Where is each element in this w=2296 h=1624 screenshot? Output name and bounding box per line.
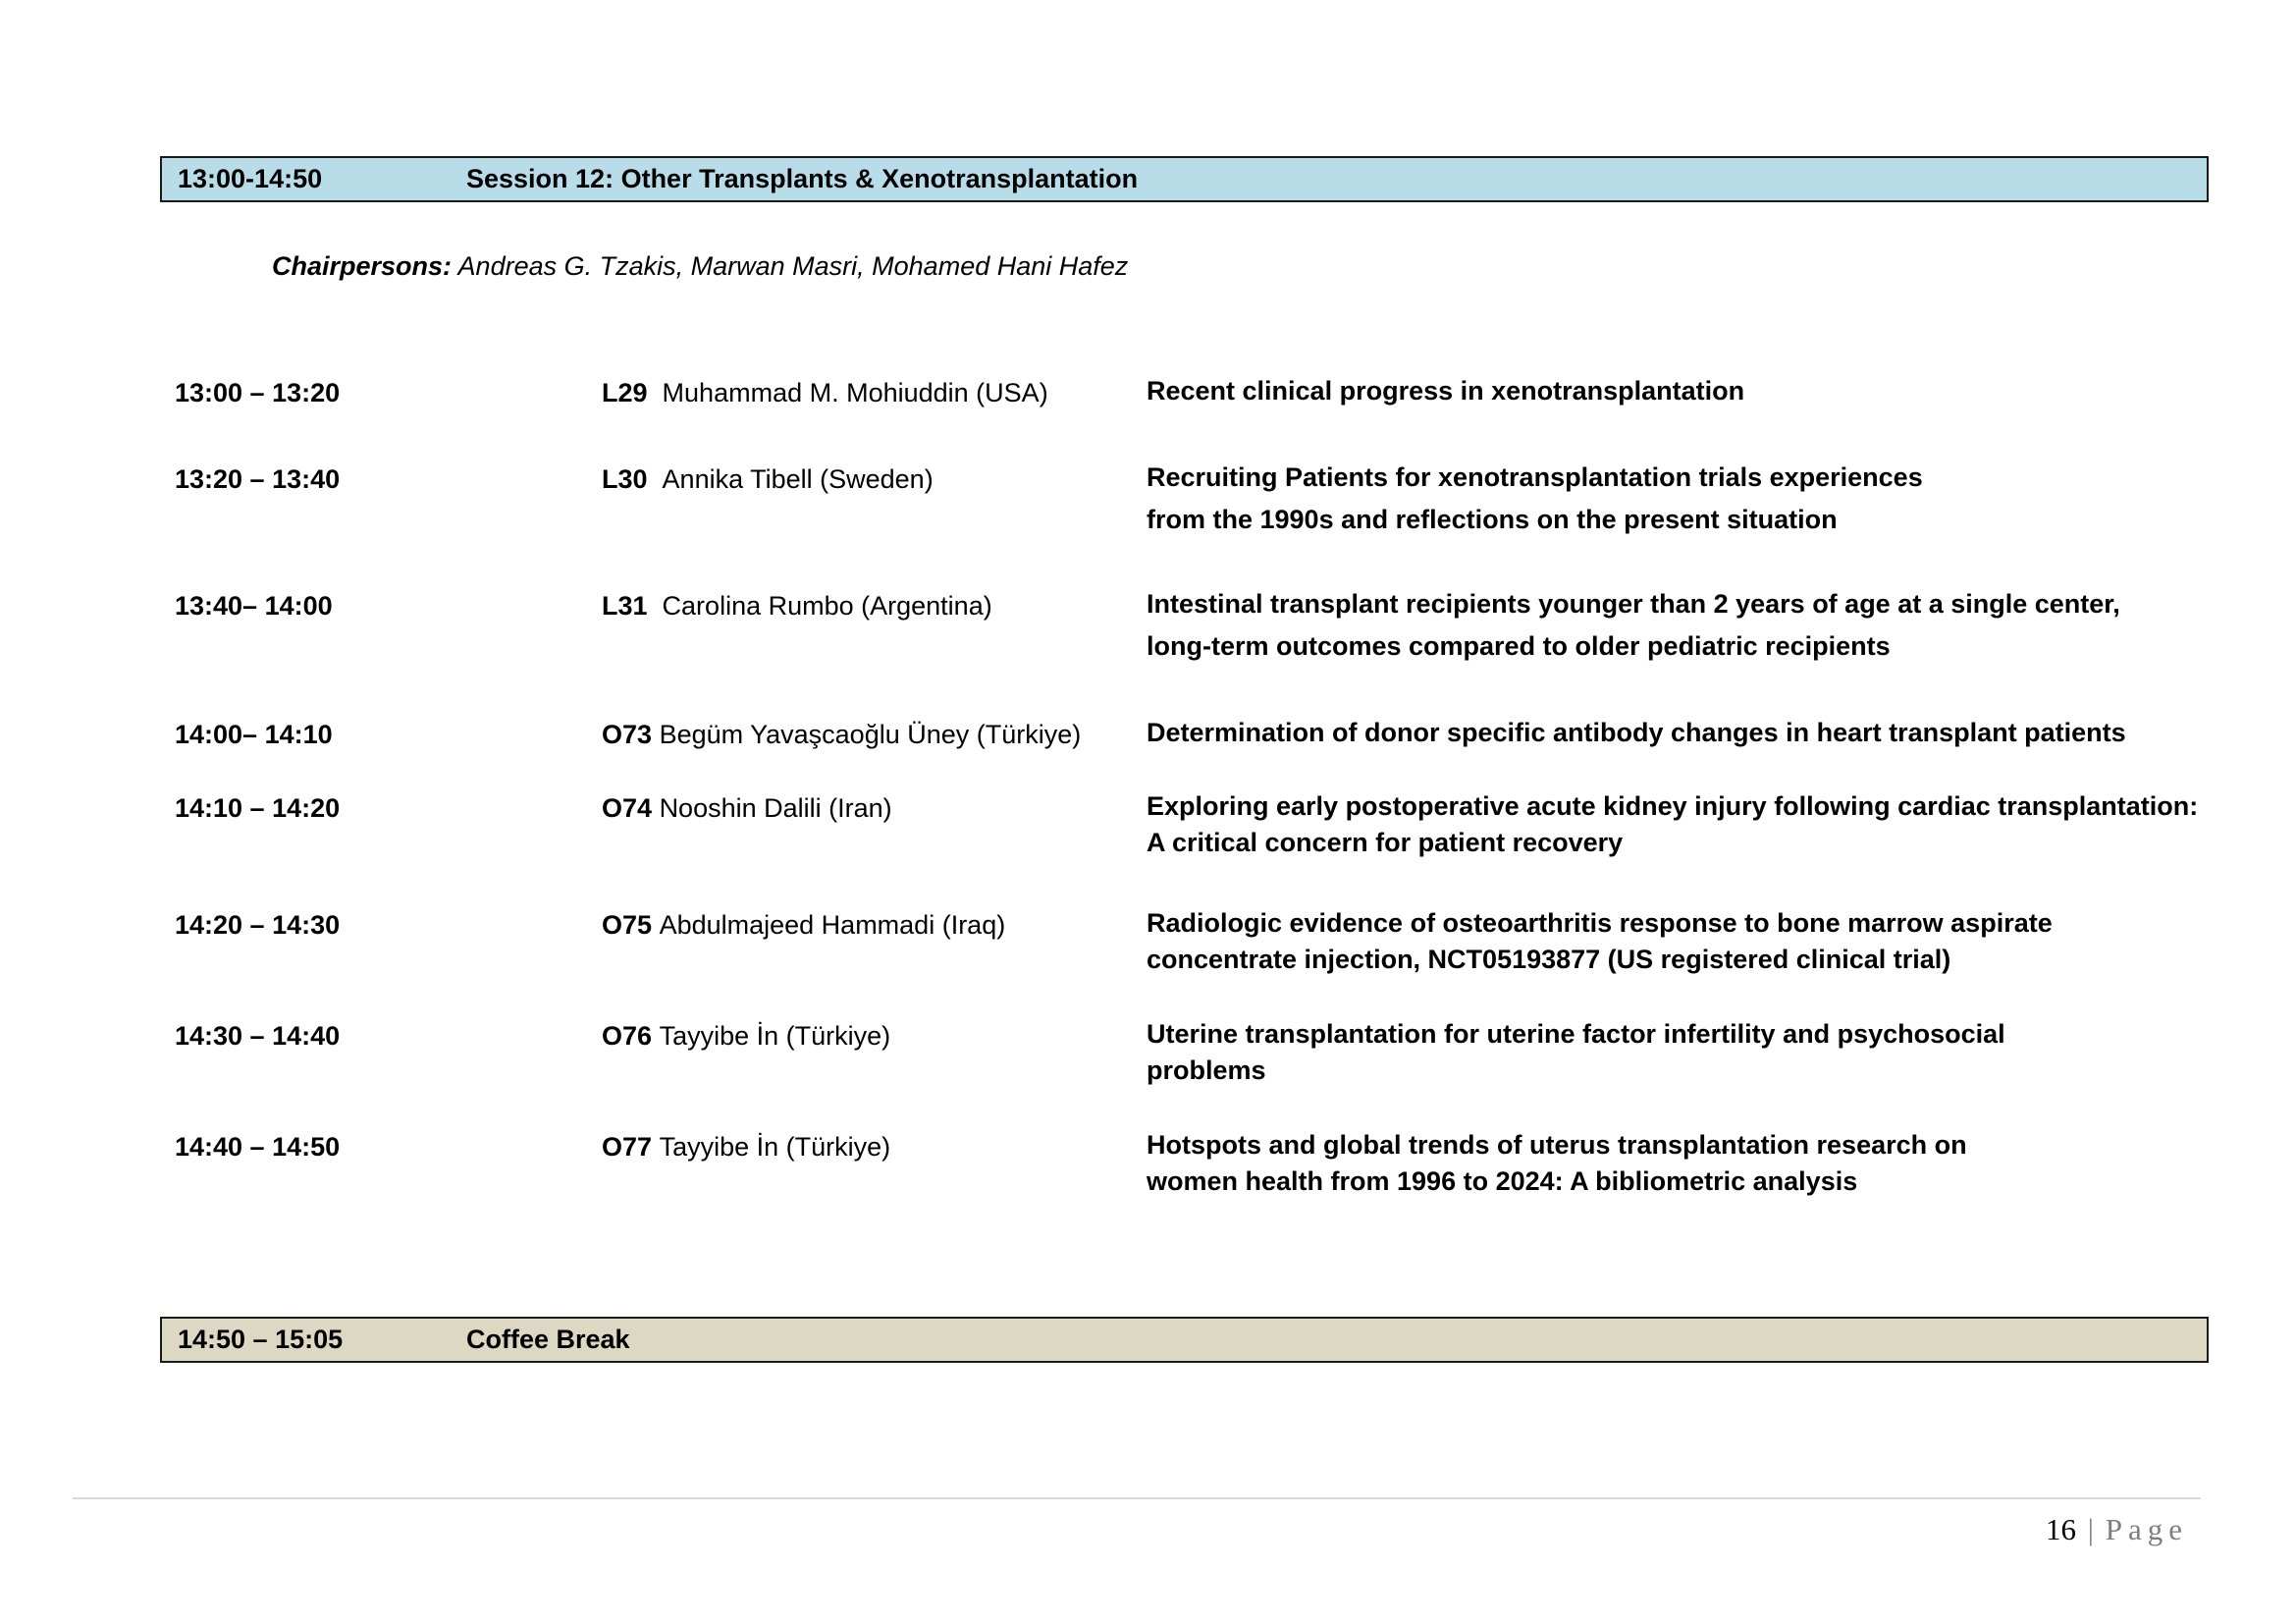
talk-time: 14:40 – 14:50: [175, 1132, 341, 1162]
talk-time: 13:20 – 13:40: [175, 464, 341, 494]
talk-title: [1147, 1132, 1967, 1195]
talk-code: O75: [602, 910, 653, 940]
talk-time: 14:00– 14:10: [175, 720, 333, 749]
talk-title: [1147, 591, 2120, 660]
break-time: 14:50 – 15:05: [178, 1325, 344, 1354]
page-label: Page: [2105, 1512, 2188, 1546]
chairpersons-label: Chairpersons:: [272, 251, 453, 281]
talk-title-line: women health from 1996 to 2024: A bibliometric analysis: [1147, 1166, 1858, 1196]
chairpersons: [272, 251, 1128, 282]
session-header: [160, 156, 2209, 202]
talk-speaker: [602, 1021, 890, 1052]
coffee-break-band: [160, 1317, 2209, 1363]
talk-title-line: Radiologic evidence of osteoarthritis response to bone marrow aspirate: [1147, 908, 2053, 938]
footer-divider: [73, 1497, 2201, 1499]
talk-title-line: Determination of donor specific antibody changes in heart transplant patients: [1147, 718, 2126, 747]
talk-speaker: [602, 591, 992, 622]
speaker-name: Tayyibe İn (Türkiye): [659, 1021, 891, 1051]
speaker-name: Begüm Yavaşcaoğlu Üney (Türkiye): [659, 720, 1082, 749]
speaker-name: Muhammad M. Mohiuddin (USA): [662, 378, 1048, 407]
talk-time: 13:00 – 13:20: [175, 378, 341, 407]
chairpersons-names: Andreas G. Tzakis, Marwan Masri, Mohamed Hani Hafez: [452, 251, 1129, 281]
talk-code: O77: [602, 1132, 653, 1162]
talk-time: 13:40– 14:00: [175, 591, 333, 621]
talk-speaker: [602, 378, 1048, 408]
talk-title-line: problems: [1147, 1056, 1266, 1085]
talk-speaker: [602, 1132, 890, 1163]
speaker-name: Annika Tibell (Sweden): [662, 464, 934, 494]
talk-title-line: A critical concern for patient recovery: [1147, 828, 1624, 857]
talk-title-line: Recruiting Patients for xenotransplantation trials experiences: [1147, 462, 1923, 492]
page-number: 16: [2046, 1512, 2077, 1546]
page-footer: [2046, 1512, 2188, 1547]
talk-code: L29: [602, 378, 648, 407]
talk-title-line: Hotspots and global trends of uterus transplantation research on: [1147, 1130, 1967, 1160]
session-title: Session 12: Other Transplants & Xenotransplantation: [466, 164, 1139, 193]
talk-title-line: Exploring early postoperative acute kidney injury following cardiac transplantation:: [1147, 791, 2199, 821]
speaker-name: Abdulmajeed Hammadi (Iraq): [659, 910, 1006, 940]
talk-title: [1147, 910, 2053, 973]
talk-speaker: [602, 720, 1081, 750]
talk-time: 14:30 – 14:40: [175, 1021, 341, 1051]
talk-title-line: concentrate injection, NCT05193877 (US registered clinical trial): [1147, 945, 1951, 974]
talk-title-line: Intestinal transplant recipients younger than 2 years of age at a single center,: [1147, 589, 2120, 619]
talk-code: O76: [602, 1021, 653, 1051]
talk-title-line: Uterine transplantation for uterine factor infertility and psychosocial: [1147, 1019, 2005, 1049]
talk-title: [1147, 378, 1744, 405]
talk-title-line: long-term outcomes compared to older pediatric recipients: [1147, 631, 1891, 661]
talk-code: L30: [602, 464, 648, 494]
talk-title: [1147, 464, 1923, 533]
talk-speaker: [602, 910, 1005, 941]
speaker-name: Carolina Rumbo (Argentina): [662, 591, 992, 621]
talk-speaker: [602, 793, 892, 824]
talk-title: [1147, 1021, 2005, 1084]
speaker-name: Tayyibe İn (Türkiye): [659, 1132, 891, 1162]
talk-code: O74: [602, 793, 653, 823]
talk-title-line: Recent clinical progress in xenotransplantation: [1147, 376, 1745, 406]
talk-code: L31: [602, 591, 648, 621]
talk-title-line: from the 1990s and reflections on the present situation: [1147, 505, 1838, 534]
talk-time: 14:10 – 14:20: [175, 793, 341, 823]
talk-time: 14:20 – 14:30: [175, 910, 341, 940]
talk-speaker: [602, 464, 934, 495]
talk-title: [1147, 793, 2198, 856]
footer-separator: |: [2087, 1512, 2094, 1546]
session-time: 13:00-14:50: [178, 164, 323, 193]
talk-title: [1147, 720, 2126, 746]
speaker-name: Nooshin Dalili (Iran): [659, 793, 892, 823]
talk-code: O73: [602, 720, 653, 749]
break-title: Coffee Break: [466, 1325, 630, 1354]
